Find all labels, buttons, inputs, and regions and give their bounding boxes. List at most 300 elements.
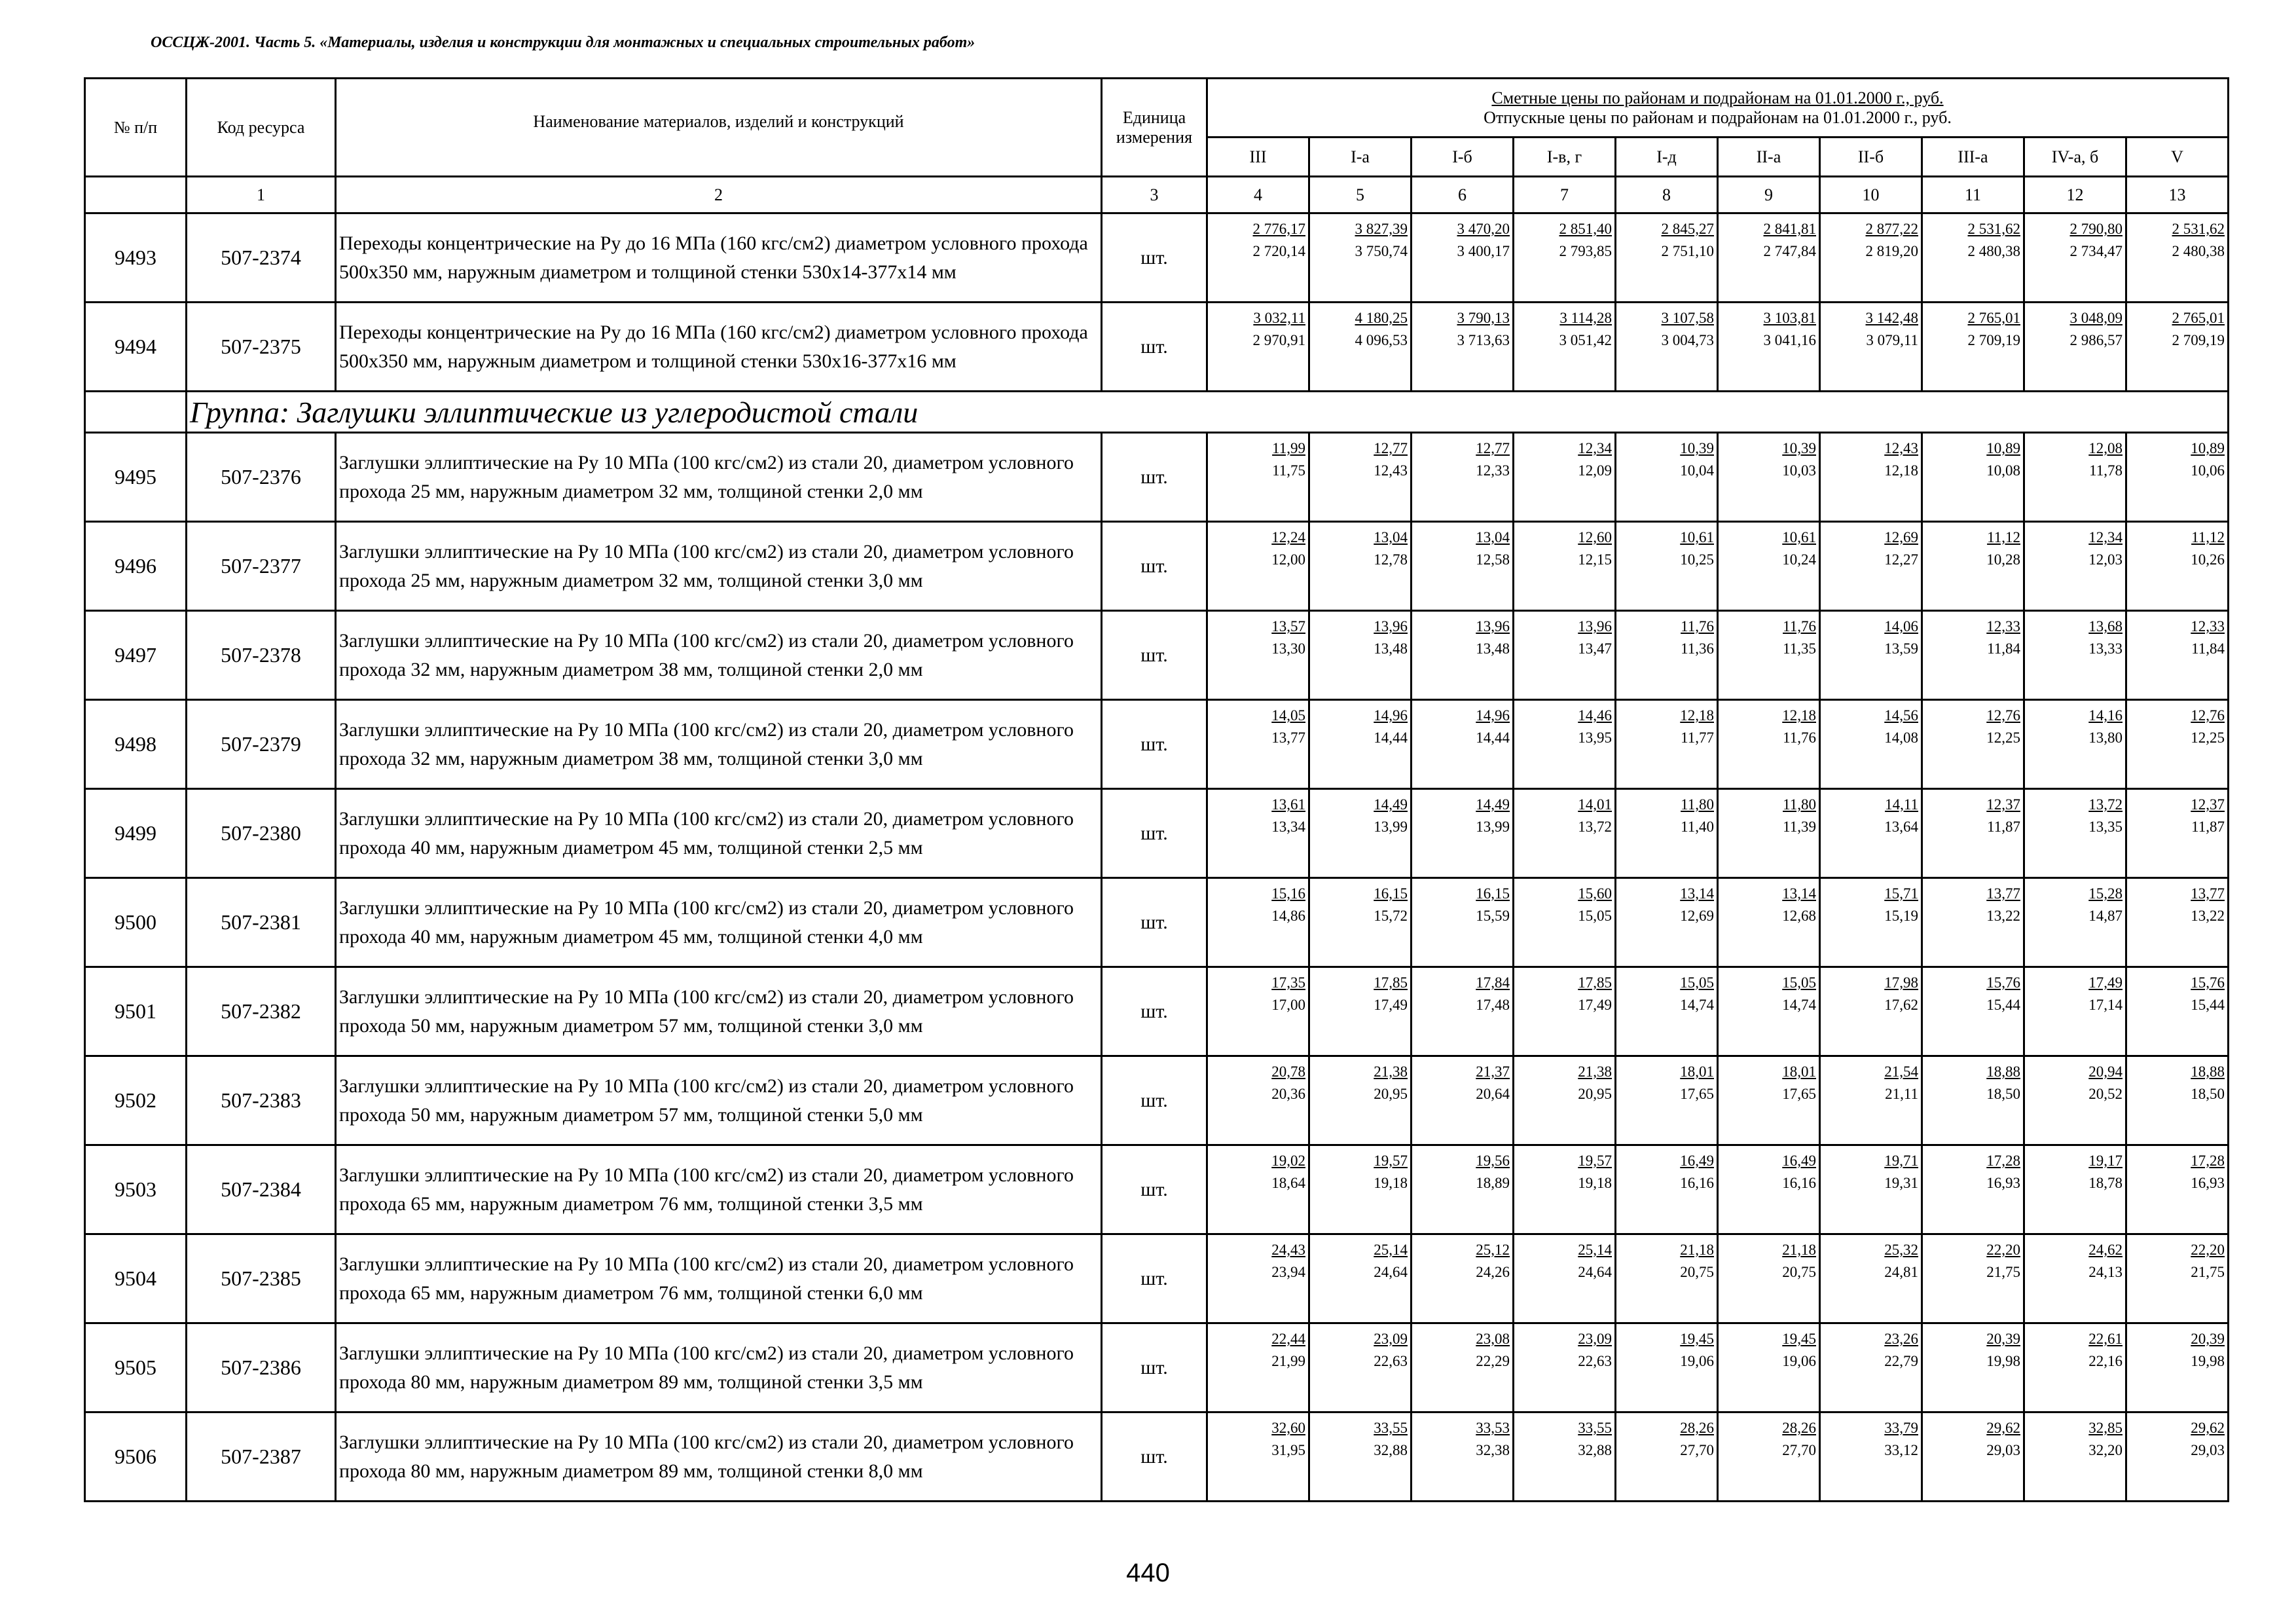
release-price: 2 734,47: [2069, 243, 2123, 259]
price-cell: [1412, 1412, 1514, 1502]
price-cell: [2126, 433, 2229, 522]
release-price: 16,93: [2191, 1175, 2225, 1191]
release-price: 19,18: [1374, 1175, 1408, 1191]
release-price: 20,95: [1578, 1086, 1612, 1102]
release-price: 2 480,38: [1967, 243, 2020, 259]
release-price: 10,04: [1680, 462, 1714, 479]
release-price: 18,78: [2088, 1175, 2123, 1191]
release-price: 15,72: [1374, 908, 1408, 924]
price-table: [84, 77, 2229, 1502]
price-cell: [1412, 433, 1514, 522]
release-price: 3 750,74: [1355, 243, 1408, 259]
estimate-price: 20,78: [1271, 1063, 1305, 1080]
release-price: 11,77: [1681, 729, 1714, 746]
release-price: 13,35: [2088, 819, 2123, 835]
price-cell: [1514, 1145, 1616, 1234]
release-price: 20,75: [1782, 1264, 1816, 1280]
estimate-price: 13,96: [1578, 618, 1612, 635]
unit: шт.: [1102, 1323, 1207, 1412]
estimate-price: 3 107,58: [1661, 310, 1714, 326]
estimate-price: 14,05: [1271, 707, 1305, 724]
price-cell: [2126, 1056, 2229, 1145]
estimate-price: 12,77: [1374, 440, 1408, 456]
price-cell: [2024, 1145, 2126, 1234]
price-cell: [1207, 1412, 1309, 1502]
release-price: 14,44: [1374, 729, 1408, 746]
estimate-price: 3 103,81: [1763, 310, 1816, 326]
release-price: 32,88: [1374, 1442, 1408, 1458]
unit: шт.: [1102, 213, 1207, 303]
estimate-price: 22,44: [1271, 1331, 1305, 1347]
release-price: 13,22: [2191, 908, 2225, 924]
header-code: Код ресурса: [187, 79, 336, 177]
estimate-price: 13,57: [1271, 618, 1305, 635]
header-unit: Единица измерения: [1102, 79, 1207, 177]
estimate-price: 22,20: [2191, 1242, 2225, 1258]
price-cell: [2024, 303, 2126, 392]
column-number: 12: [2024, 177, 2126, 213]
region-header: I-в, г: [1514, 138, 1616, 177]
resource-code: 507-2375: [187, 303, 336, 392]
estimate-price: 11,12: [1987, 529, 2020, 545]
estimate-price: 13,14: [1782, 885, 1816, 902]
region-header: I-д: [1616, 138, 1718, 177]
estimate-price: 20,39: [1986, 1331, 2020, 1347]
release-price: 21,99: [1271, 1353, 1305, 1369]
price-cell: [1820, 213, 1922, 303]
price-cell: [1922, 1145, 2024, 1234]
release-price: 32,20: [2088, 1442, 2123, 1458]
item-name: Заглушки эллиптические на Ру 10 МПа (100 кгс/см2) из стали 20, диаметром условного прохода 80 мм, наружным диаметром 89 мм, толщиной стенки 8,0 мм: [336, 1412, 1102, 1502]
release-price: 24,81: [1884, 1264, 1918, 1280]
release-price: 17,49: [1578, 997, 1612, 1013]
release-price: 11,87: [2191, 819, 2225, 835]
estimate-price: 25,12: [1476, 1242, 1510, 1258]
resource-code: 507-2377: [187, 522, 336, 611]
column-number: 5: [1309, 177, 1412, 213]
release-price: 10,25: [1680, 551, 1714, 568]
price-cell: [1514, 522, 1616, 611]
price-cell: [1514, 700, 1616, 789]
table-row: [85, 700, 2229, 789]
estimate-price: 12,77: [1476, 440, 1510, 456]
estimate-price: 17,28: [2191, 1153, 2225, 1169]
release-price: 29,03: [2191, 1442, 2225, 1458]
release-price: 11,35: [1783, 640, 1816, 657]
estimate-price: 18,01: [1680, 1063, 1714, 1080]
price-cell: [2126, 611, 2229, 700]
unit: шт.: [1102, 878, 1207, 967]
price-title-estimate: Сметные цены по районам и подрайонам на 01.01.2000 г., руб.: [1491, 88, 1944, 107]
release-price: 3 004,73: [1661, 332, 1714, 348]
table-row: [85, 213, 2229, 303]
item-name: Заглушки эллиптические на Ру 10 МПа (100 кгс/см2) из стали 20, диаметром условного прохода 25 мм, наружным диаметром 32 мм, толщиной стенки 2,0 мм: [336, 433, 1102, 522]
release-price: 14,74: [1782, 997, 1816, 1013]
estimate-price: 32,85: [2088, 1420, 2123, 1436]
price-cell: [1514, 878, 1616, 967]
price-cell: [2024, 522, 2126, 611]
release-price: 19,31: [1884, 1175, 1918, 1191]
estimate-price: 15,28: [2088, 885, 2123, 902]
estimate-price: 17,85: [1578, 974, 1612, 991]
release-price: 13,99: [1374, 819, 1408, 835]
price-cell: [1922, 1234, 2024, 1323]
estimate-price: 2 851,40: [1559, 221, 1612, 237]
price-cell: [1922, 878, 2024, 967]
release-price: 24,26: [1476, 1264, 1510, 1280]
release-price: 13,48: [1374, 640, 1408, 657]
price-cell: [1514, 789, 1616, 878]
price-cell: [1514, 1056, 1616, 1145]
row-number: 9497: [85, 611, 187, 700]
estimate-price: 23,08: [1476, 1331, 1510, 1347]
price-cell: [1207, 1234, 1309, 1323]
release-price: 16,16: [1680, 1175, 1714, 1191]
price-cell: [1207, 967, 1309, 1056]
estimate-price: 15,16: [1271, 885, 1305, 902]
region-header: I-а: [1309, 138, 1412, 177]
release-price: 2 793,85: [1559, 243, 1612, 259]
release-price: 2 986,57: [2069, 332, 2123, 348]
price-cell: [2024, 1412, 2126, 1502]
estimate-price: 2 765,01: [2172, 310, 2225, 326]
resource-code: 507-2384: [187, 1145, 336, 1234]
estimate-price: 19,02: [1271, 1153, 1305, 1169]
price-cell: [1412, 303, 1514, 392]
price-cell: [1718, 522, 1820, 611]
release-price: 13,59: [1884, 640, 1918, 657]
column-number: 9: [1718, 177, 1820, 213]
estimate-price: 13,96: [1476, 618, 1510, 635]
estimate-price: 17,84: [1476, 974, 1510, 991]
price-cell: [1922, 967, 2024, 1056]
release-price: 13,22: [1986, 908, 2020, 924]
price-cell: [1309, 1056, 1412, 1145]
release-price: 17,62: [1884, 997, 1918, 1013]
price-cell: [2024, 213, 2126, 303]
release-price: 10,24: [1782, 551, 1816, 568]
release-price: 13,64: [1884, 819, 1918, 835]
table-row: [85, 789, 2229, 878]
estimate-price: 21,37: [1476, 1063, 1510, 1080]
price-cell: [2024, 611, 2126, 700]
resource-code: 507-2381: [187, 878, 336, 967]
release-price: 14,86: [1271, 908, 1305, 924]
price-cell: [1514, 1412, 1616, 1502]
estimate-price: 14,01: [1578, 796, 1612, 813]
estimate-price: 12,69: [1884, 529, 1918, 545]
item-name: Заглушки эллиптические на Ру 10 МПа (100 кгс/см2) из стали 20, диаметром условного прохода 65 мм, наружным диаметром 76 мм, толщиной стенки 3,5 мм: [336, 1145, 1102, 1234]
table-row: [85, 303, 2229, 392]
release-price: 12,03: [2088, 551, 2123, 568]
release-price: 12,00: [1271, 551, 1305, 568]
release-price: 11,40: [1681, 819, 1714, 835]
estimate-price: 3 114,28: [1559, 310, 1612, 326]
price-cell: [1207, 303, 1309, 392]
release-price: 12,27: [1884, 551, 1918, 568]
estimate-price: 3 470,20: [1457, 221, 1510, 237]
release-price: 2 970,91: [1252, 332, 1305, 348]
price-cell: [1207, 1056, 1309, 1145]
release-price: 2 480,38: [2172, 243, 2225, 259]
price-cell: [1616, 1412, 1718, 1502]
estimate-price: 15,76: [1986, 974, 2020, 991]
estimate-price: 12,37: [1986, 796, 2020, 813]
release-price: 23,94: [1271, 1264, 1305, 1280]
release-price: 20,36: [1271, 1086, 1305, 1102]
estimate-price: 22,20: [1986, 1242, 2020, 1258]
estimate-price: 15,60: [1578, 885, 1612, 902]
price-cell: [1820, 522, 1922, 611]
estimate-price: 21,38: [1578, 1063, 1612, 1080]
release-price: 20,52: [2088, 1086, 2123, 1102]
price-cell: [1309, 967, 1412, 1056]
release-price: 11,36: [1681, 640, 1714, 657]
item-name: Заглушки эллиптические на Ру 10 МПа (100 кгс/см2) из стали 20, диаметром условного прохода 40 мм, наружным диаметром 45 мм, толщиной стенки 4,0 мм: [336, 878, 1102, 967]
unit: шт.: [1102, 1145, 1207, 1234]
resource-code: 507-2376: [187, 433, 336, 522]
table-row: [85, 611, 2229, 700]
release-price: 24,13: [2088, 1264, 2123, 1280]
release-price: 12,15: [1578, 551, 1612, 568]
estimate-price: 12,34: [1578, 440, 1612, 456]
price-cell: [1616, 967, 1718, 1056]
release-price: 19,98: [2191, 1353, 2225, 1369]
release-price: 4 096,53: [1355, 332, 1408, 348]
price-title-release: Отпускные цены по районам и подрайонам на 01.01.2000 г., руб.: [1484, 107, 1952, 127]
release-price: 18,50: [2191, 1086, 2225, 1102]
unit: шт.: [1102, 1412, 1207, 1502]
row-number: 9506: [85, 1412, 187, 1502]
release-price: 32,38: [1476, 1442, 1510, 1458]
release-price: 11,75: [1272, 462, 1305, 479]
resource-code: 507-2374: [187, 213, 336, 303]
estimate-price: 12,18: [1782, 707, 1816, 724]
price-cell: [2126, 303, 2229, 392]
column-number: 3: [1102, 177, 1207, 213]
release-price: 18,64: [1271, 1175, 1305, 1191]
estimate-price: 24,43: [1271, 1242, 1305, 1258]
page-number: 440: [1126, 1559, 1170, 1587]
estimate-price: 12,43: [1884, 440, 1918, 456]
estimate-price: 17,98: [1884, 974, 1918, 991]
estimate-price: 15,71: [1884, 885, 1918, 902]
release-price: 12,09: [1578, 462, 1612, 479]
row-number: 9496: [85, 522, 187, 611]
estimate-price: 23,09: [1578, 1331, 1612, 1347]
table-row: [85, 522, 2229, 611]
estimate-price: 25,32: [1884, 1242, 1918, 1258]
release-price: 3 713,63: [1457, 332, 1510, 348]
release-price: 17,00: [1271, 997, 1305, 1013]
estimate-price: 2 841,81: [1763, 221, 1816, 237]
price-cell: [1922, 522, 2024, 611]
estimate-price: 12,33: [1986, 618, 2020, 635]
price-cell: [1309, 1412, 1412, 1502]
estimate-price: 15,76: [2191, 974, 2225, 991]
release-price: 12,25: [2191, 729, 2225, 746]
estimate-price: 17,85: [1374, 974, 1408, 991]
resource-code: 507-2379: [187, 700, 336, 789]
row-number: 9501: [85, 967, 187, 1056]
estimate-price: 18,88: [2191, 1063, 2225, 1080]
estimate-price: 20,94: [2088, 1063, 2123, 1080]
release-price: 18,89: [1476, 1175, 1510, 1191]
release-price: 32,88: [1578, 1442, 1612, 1458]
price-cell: [2126, 1323, 2229, 1412]
estimate-price: 13,77: [2191, 885, 2225, 902]
release-price: 2 819,20: [1865, 243, 1918, 259]
price-cell: [1207, 213, 1309, 303]
estimate-price: 28,26: [1782, 1420, 1816, 1436]
release-price: 17,14: [2088, 997, 2123, 1013]
estimate-price: 14,46: [1578, 707, 1612, 724]
price-cell: [1207, 789, 1309, 878]
release-price: 17,48: [1476, 997, 1510, 1013]
estimate-price: 12,76: [1986, 707, 2020, 724]
price-cell: [1207, 1323, 1309, 1412]
price-cell: [1616, 1056, 1718, 1145]
estimate-price: 13,61: [1271, 796, 1305, 813]
price-cell: [1207, 1145, 1309, 1234]
release-price: 14,44: [1476, 729, 1510, 746]
estimate-price: 3 790,13: [1457, 310, 1510, 326]
estimate-price: 10,61: [1782, 529, 1816, 545]
release-price: 22,63: [1578, 1353, 1612, 1369]
release-price: 11,39: [1783, 819, 1816, 835]
estimate-price: 33,55: [1374, 1420, 1408, 1436]
price-cell: [1718, 700, 1820, 789]
release-price: 17,49: [1374, 997, 1408, 1013]
estimate-price: 2 776,17: [1252, 221, 1305, 237]
price-cell: [2126, 1234, 2229, 1323]
group-title: Группа: Заглушки эллиптические из углеродистой стали: [187, 392, 2229, 433]
price-cell: [1616, 433, 1718, 522]
release-price: 16,93: [1986, 1175, 2020, 1191]
estimate-price: 19,56: [1476, 1153, 1510, 1169]
resource-code: 507-2386: [187, 1323, 336, 1412]
estimate-price: 25,14: [1578, 1242, 1612, 1258]
release-price: 22,16: [2088, 1353, 2123, 1369]
resource-code: 507-2382: [187, 967, 336, 1056]
release-price: 13,80: [2088, 729, 2123, 746]
price-cell: [1922, 611, 2024, 700]
column-number: 13: [2126, 177, 2229, 213]
price-cell: [2024, 433, 2126, 522]
estimate-price: 3 032,11: [1253, 310, 1305, 326]
release-price: 2 747,84: [1763, 243, 1816, 259]
unit: шт.: [1102, 522, 1207, 611]
row-number: 9503: [85, 1145, 187, 1234]
price-cell: [1412, 522, 1514, 611]
price-cell: [1514, 433, 1616, 522]
price-cell: [1514, 303, 1616, 392]
estimate-price: 29,62: [2191, 1420, 2225, 1436]
estimate-price: 3 048,09: [2069, 310, 2123, 326]
row-number: 9505: [85, 1323, 187, 1412]
release-price: 13,99: [1476, 819, 1510, 835]
release-price: 3 051,42: [1559, 332, 1612, 348]
unit: шт.: [1102, 1056, 1207, 1145]
table-row: [85, 1234, 2229, 1323]
table-row: [85, 967, 2229, 1056]
price-cell: [1820, 967, 1922, 1056]
estimate-price: 14,49: [1374, 796, 1408, 813]
price-cell: [1922, 303, 2024, 392]
release-price: 10,08: [1986, 462, 2020, 479]
table-row: [85, 1056, 2229, 1145]
column-number: 8: [1616, 177, 1718, 213]
group-row: [85, 392, 2229, 433]
item-name: Переходы концентрические на Ру до 16 МПа (160 кгс/см2) диаметром условного прохода 500х350 мм, наружным диаметром и толщиной стенки 530х16-377х16 мм: [336, 303, 1102, 392]
release-price: 11,84: [2191, 640, 2225, 657]
price-cell: [2024, 967, 2126, 1056]
header-name: Наименование материалов, изделий и конструкций: [336, 79, 1102, 177]
price-cell: [1616, 1145, 1718, 1234]
estimate-price: 17,35: [1271, 974, 1305, 991]
estimate-price: 10,89: [2191, 440, 2225, 456]
release-price: 17,65: [1782, 1086, 1816, 1102]
column-number: 7: [1514, 177, 1616, 213]
release-price: 21,75: [1986, 1264, 2020, 1280]
row-number: 9493: [85, 213, 187, 303]
price-cell: [2024, 700, 2126, 789]
price-cell: [1820, 1412, 1922, 1502]
estimate-price: 11,12: [2191, 529, 2225, 545]
release-price: 11,84: [1987, 640, 2020, 657]
estimate-price: 19,71: [1884, 1153, 1918, 1169]
estimate-price: 13,68: [2088, 618, 2123, 635]
estimate-price: 17,28: [1986, 1153, 2020, 1169]
release-price: 29,03: [1986, 1442, 2020, 1458]
price-cell: [1514, 611, 1616, 700]
estimate-price: 23,26: [1884, 1331, 1918, 1347]
release-price: 22,29: [1476, 1353, 1510, 1369]
estimate-price: 16,15: [1476, 885, 1510, 902]
column-number: 10: [1820, 177, 1922, 213]
price-cell: [1412, 1145, 1514, 1234]
price-cell: [1514, 967, 1616, 1056]
table-row: [85, 433, 2229, 522]
estimate-price: 16,49: [1680, 1153, 1714, 1169]
group-blank: [85, 392, 187, 433]
release-price: 2 709,19: [2172, 332, 2225, 348]
price-cell: [1820, 1234, 1922, 1323]
table-row: [85, 878, 2229, 967]
price-cell: [2126, 1412, 2229, 1502]
price-cell: [1922, 789, 2024, 878]
price-cell: [1616, 789, 1718, 878]
estimate-price: 2 765,01: [1967, 310, 2020, 326]
price-cell: [2024, 878, 2126, 967]
release-price: 31,95: [1271, 1442, 1305, 1458]
price-cell: [1820, 611, 1922, 700]
estimate-price: 2 531,62: [1967, 221, 2020, 237]
unit: шт.: [1102, 789, 1207, 878]
price-cell: [1207, 611, 1309, 700]
estimate-price: 12,76: [2191, 707, 2225, 724]
estimate-price: 10,89: [1986, 440, 2020, 456]
estimate-price: 14,11: [1885, 796, 1918, 813]
estimate-price: 16,15: [1374, 885, 1408, 902]
estimate-price: 11,80: [1681, 796, 1714, 813]
price-cell: [1820, 433, 1922, 522]
estimate-price: 11,80: [1783, 796, 1816, 813]
release-price: 19,06: [1782, 1353, 1816, 1369]
release-price: 12,33: [1476, 462, 1510, 479]
column-number: 2: [336, 177, 1102, 213]
price-cell: [1718, 303, 1820, 392]
